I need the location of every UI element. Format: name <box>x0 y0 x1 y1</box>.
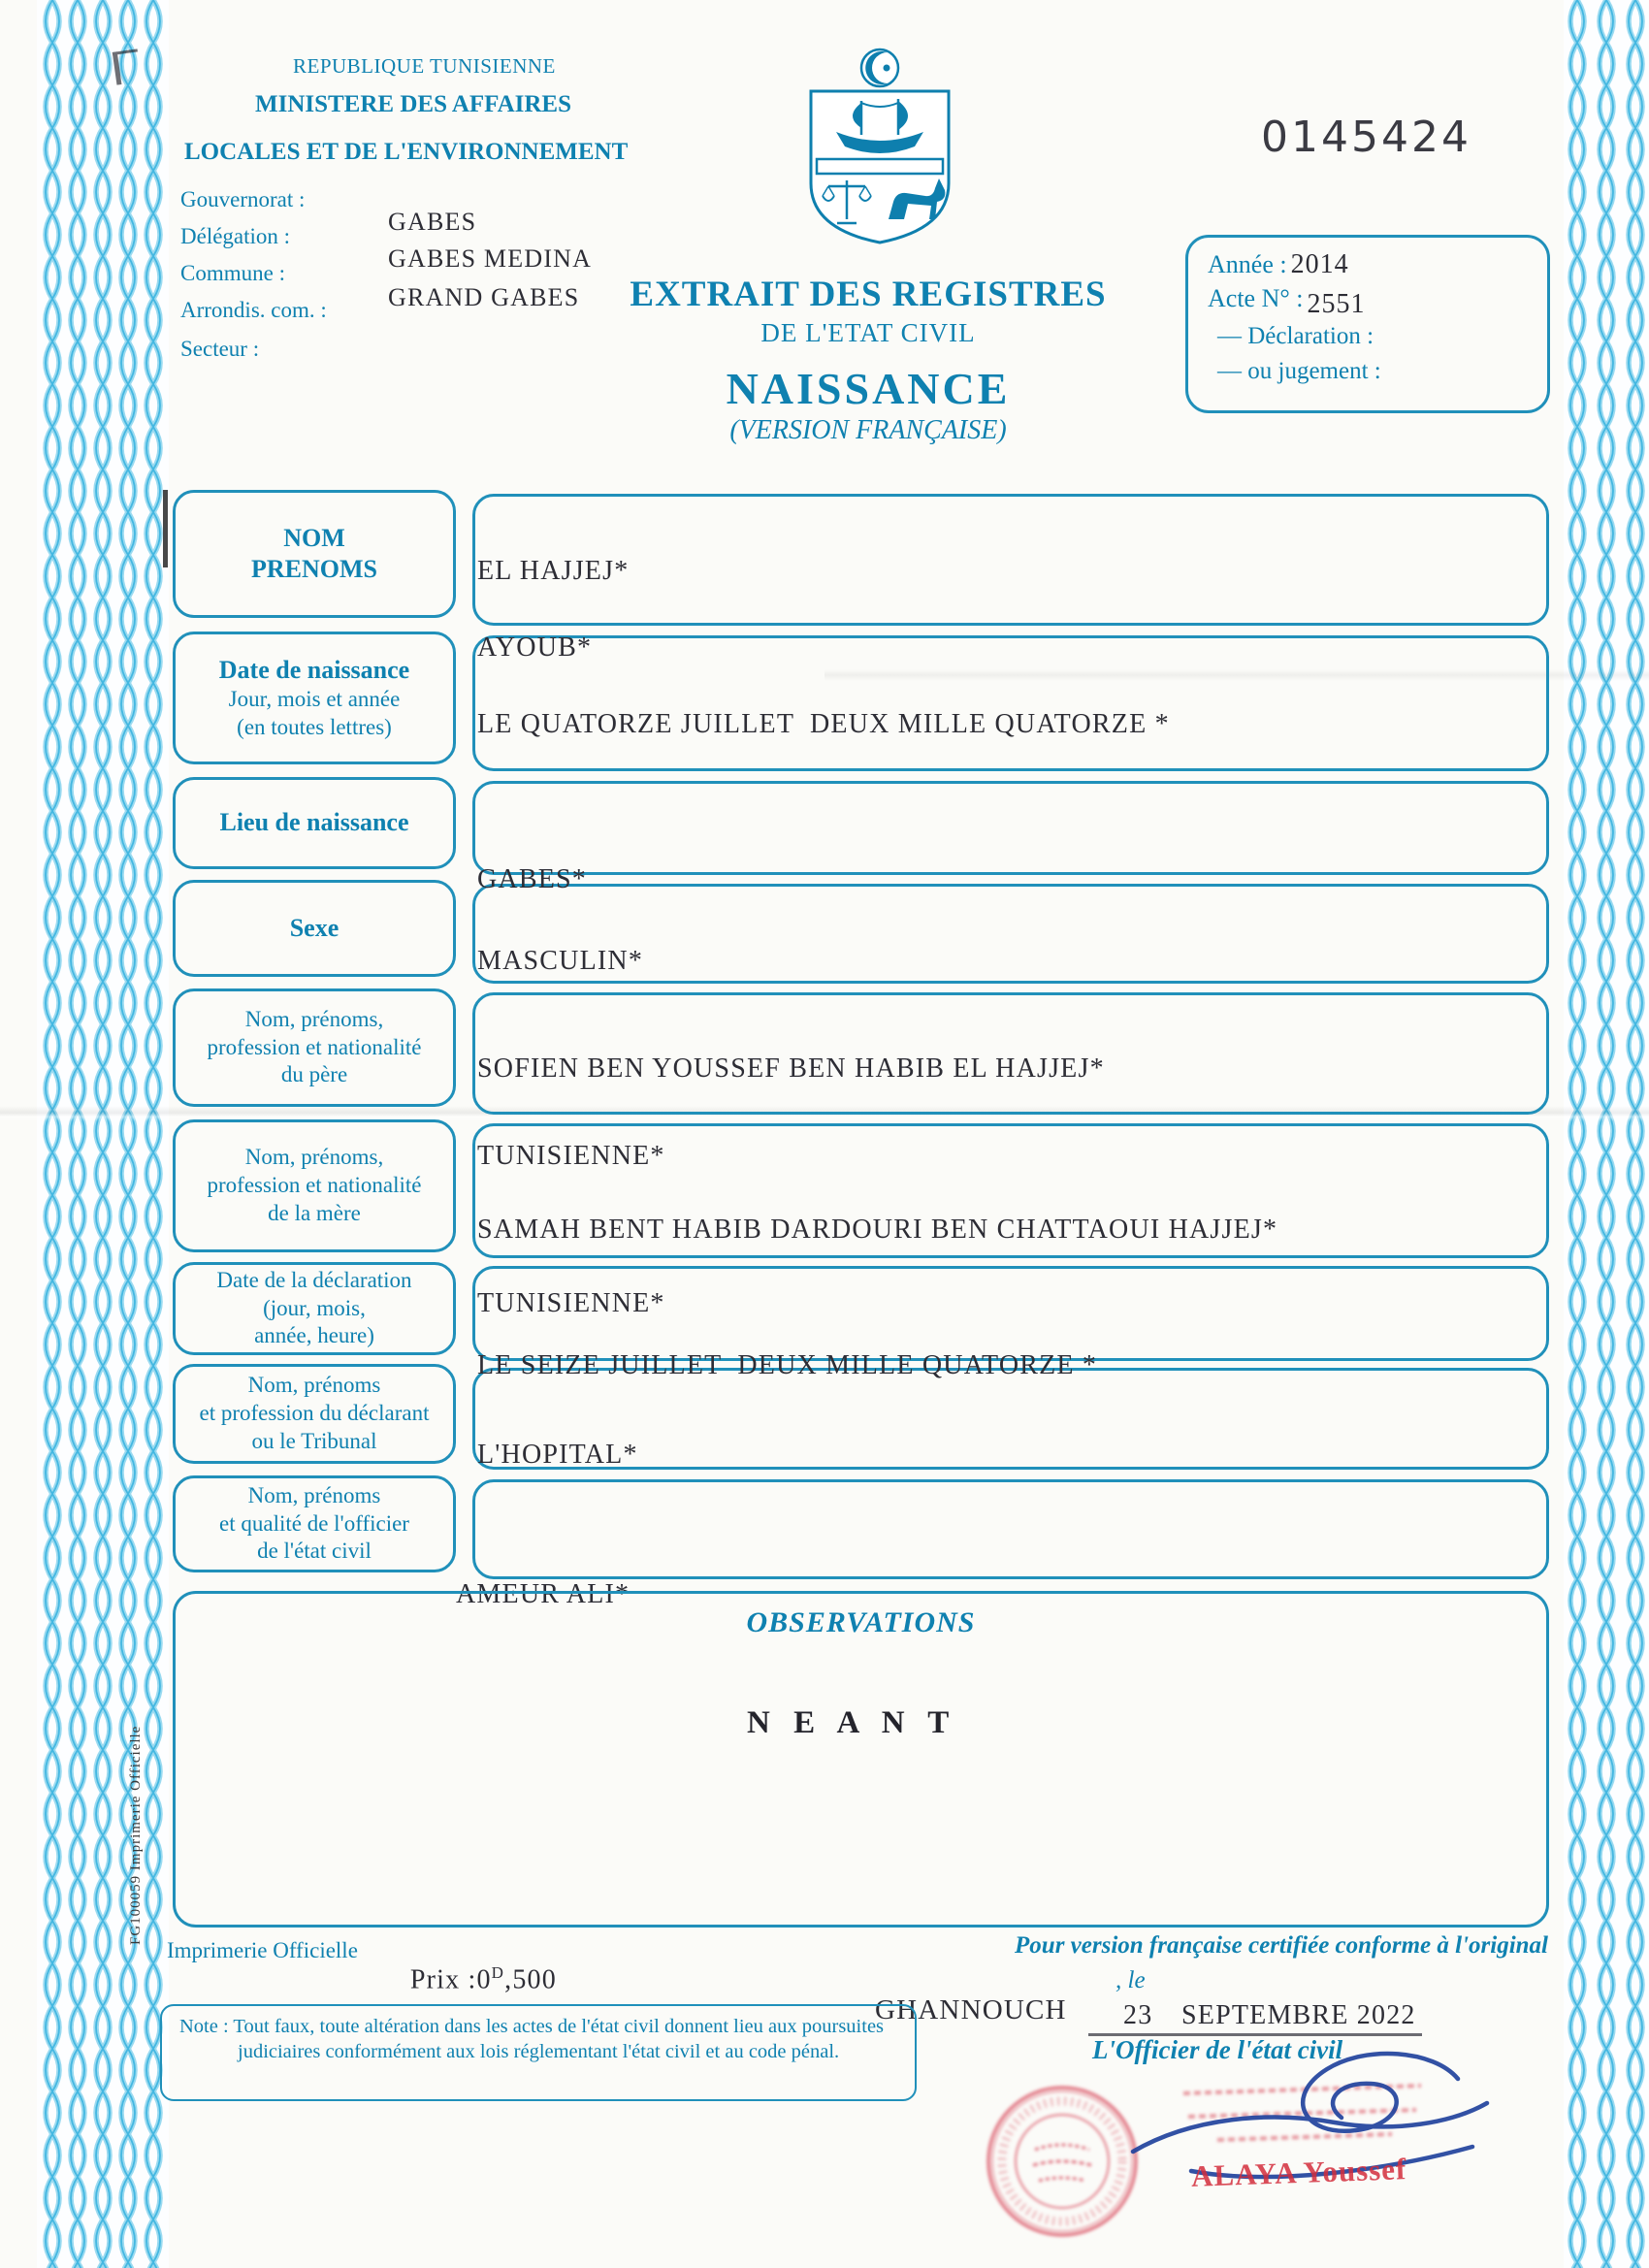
field-label-line: année, heure) <box>254 1323 374 1348</box>
legal-note-box <box>160 2004 917 2101</box>
typed-declaration-date: LE SEIZE JUILLET DEUX MILLE QUATORZE * <box>477 1350 1098 1380</box>
observations-value: N E A N T <box>747 1705 957 1740</box>
typed-birth-place: GABES* <box>477 864 587 894</box>
title-extrait: EXTRAIT DES REGISTRES <box>630 275 1107 314</box>
secteur-label: Secteur : <box>180 337 260 361</box>
ministry-line1: MINISTERE DES AFFAIRES <box>255 91 572 117</box>
tunisia-coat-of-arms <box>793 43 966 251</box>
declaration-label: — Déclaration : <box>1217 323 1374 349</box>
field-label-line: Nom, prénoms, <box>244 1006 384 1031</box>
delegation-label: Délégation : <box>180 224 291 248</box>
typed-arrondissement-value: GRAND GABES <box>388 283 580 311</box>
title-etat-civil: DE L'ETAT CIVIL <box>760 318 976 347</box>
typed-birth-date: LE QUATORZE JUILLET DEUX MILLE QUATORZE * <box>477 709 1170 739</box>
certification-line: Pour version française certifiée conforme à l'original <box>1015 1932 1548 1959</box>
title-version-francaise: (VERSION FRANÇAISE) <box>729 415 1007 445</box>
field-label-line: Date de la déclaration <box>216 1267 412 1292</box>
arrondissement-label: Arrondis. com. : <box>180 298 327 322</box>
stamp-officer-name: ALAYA Youssef <box>1190 2152 1407 2193</box>
field-label-officier <box>173 1475 456 1572</box>
field-label-line: Nom, prénoms, <box>244 1145 384 1170</box>
typed-annee-value: 2014 <box>1290 249 1349 279</box>
field-label-line: du père <box>280 1062 348 1087</box>
guilloche-border-left <box>37 0 169 2268</box>
typed-mother-name: SAMAH BENT HABIB DARDOURI BEN CHATTAOUI HAJJEJ* <box>477 1215 1278 1245</box>
typed-sex: MASCULIN* <box>477 946 644 976</box>
observations-title: OBSERVATIONS <box>746 1606 976 1638</box>
jugement-label: — ou jugement : <box>1217 358 1381 384</box>
field-label-line: de l'état civil <box>257 1539 372 1564</box>
observations-box <box>173 1591 1549 1928</box>
guilloche-border-right <box>1564 0 1649 2268</box>
typed-surname: EL HAJJEJ* <box>477 556 630 586</box>
star-icon <box>884 65 890 72</box>
typed-date-day: 23 <box>1123 2000 1153 2030</box>
commune-label: Commune : <box>180 261 285 285</box>
typed-place: GHANNOUCH <box>875 1994 1067 2025</box>
le-line: , le <box>1116 1967 1146 1993</box>
field-label-date-declaration <box>173 1262 456 1355</box>
field-label-line: Nom, prénoms <box>247 1373 381 1398</box>
annee-label: Année : <box>1208 250 1287 278</box>
typed-officer-name: AMEUR ALI* <box>456 1579 630 1609</box>
price-prefix: Prix :0 <box>409 1964 492 1995</box>
field-label-date-naissance <box>173 632 456 764</box>
field-label-line: profession et nationalité <box>207 1034 422 1059</box>
acte-number-label: Acte N° : <box>1208 284 1304 312</box>
serial-number: 0145424 <box>1261 113 1471 162</box>
field-label-declarant <box>173 1364 456 1464</box>
scan-corner-mark <box>113 49 142 84</box>
field-label-line: de la mère <box>268 1200 361 1225</box>
officer-title: L'Officier de l'état civil <box>1092 2035 1343 2064</box>
field-label-line: (en toutes lettres) <box>237 714 392 739</box>
field-label-line: Sexe <box>289 913 340 942</box>
field-label-line: profession et nationalité <box>207 1173 422 1198</box>
field-label-line: Date de naissance <box>218 655 410 684</box>
field-label-line: (jour, mois, <box>263 1295 366 1320</box>
typed-given-name: AYOUB* <box>477 632 593 663</box>
typed-date-month-year: SEPTEMBRE 2022 <box>1181 2000 1416 2030</box>
margin-tick-mark <box>163 490 168 567</box>
act-reference-box <box>1185 235 1550 413</box>
field-label-line: et profession du déclarant <box>199 1401 430 1426</box>
typed-father-name: SOFIEN BEN YOUSSEF BEN HABIB EL HAJJEJ* <box>477 1053 1105 1084</box>
field-label-line: et qualité de l'officier <box>219 1510 409 1536</box>
field-label-line: Lieu de naissance <box>219 808 409 837</box>
field-label-line: PRENOMS <box>251 555 377 583</box>
field-label-sexe <box>173 880 456 977</box>
legal-note-text: Note : Tout faux, toute altération dans les actes de l'état civil donnent lieu aux poursuites judiciaires conformément aux lois réglementant l'état civil et au code pénal. <box>179 2016 885 2063</box>
republic-label: REPUBLIQUE TUNISIENNE <box>293 54 556 78</box>
field-value-box-date-naissance <box>472 635 1549 771</box>
price-suffix: ,500 <box>504 1964 557 1995</box>
typed-acte-number-value: 2551 <box>1307 289 1366 319</box>
field-label-line: ou le Tribunal <box>251 1428 377 1453</box>
typed-commune-value: GABES MEDINA <box>388 244 593 273</box>
typed-declarant: L'HOPITAL* <box>477 1440 638 1470</box>
typed-delegation-value: GABES <box>388 208 477 236</box>
printer-code-vertical: FG100059 Imprimerie Officielle <box>128 1725 144 1945</box>
field-label-nom-prenoms <box>173 490 456 618</box>
ministry-line2: LOCALES ET DE L'ENVIRONNEMENT <box>184 139 629 165</box>
price-sup: D <box>491 1963 505 1982</box>
title-naissance: NAISSANCE <box>726 364 1011 413</box>
field-label-line: Jour, mois et année <box>228 687 401 711</box>
field-label-line: NOM <box>283 523 345 552</box>
typed-father-nationality: TUNISIENNE* <box>477 1141 665 1171</box>
field-label-pere <box>173 988 456 1107</box>
gouvernorat-label: Gouvernorat : <box>180 187 306 211</box>
field-value-box-nom-prenoms <box>472 494 1549 626</box>
field-value-box-officier <box>472 1479 1549 1579</box>
imprimerie-label: Imprimerie Officielle <box>167 1938 358 1962</box>
typed-mother-nationality: TUNISIENNE* <box>477 1288 665 1318</box>
field-label-mere <box>173 1119 456 1252</box>
field-label-lieu-naissance <box>173 777 456 869</box>
field-label-line: Nom, prénoms <box>247 1482 381 1507</box>
field-value-box-lieu-naissance <box>472 781 1549 875</box>
